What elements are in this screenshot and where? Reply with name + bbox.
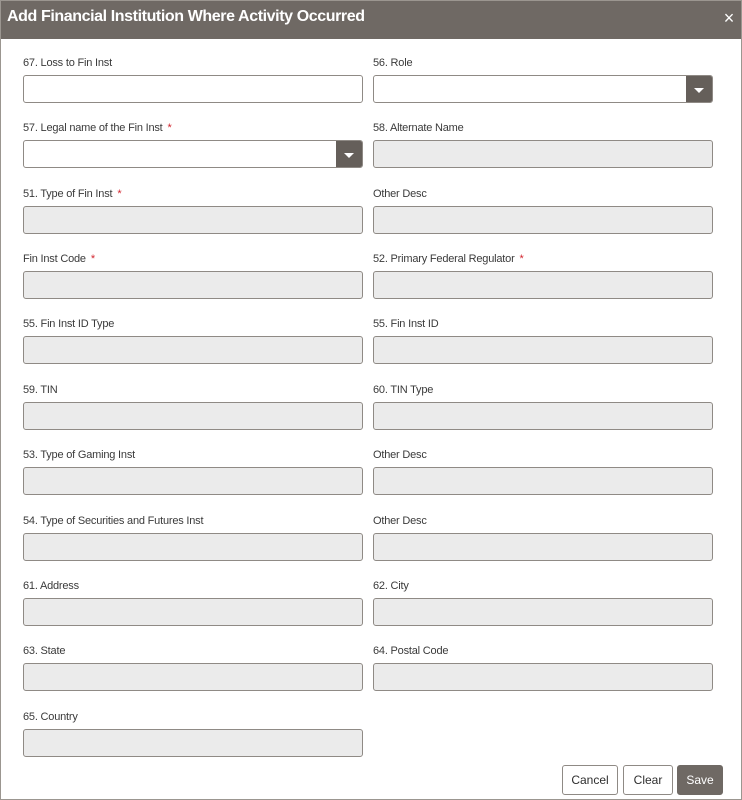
country-label: 65. Country bbox=[23, 711, 78, 723]
save-button[interactable]: Save bbox=[677, 765, 723, 795]
dialog-title: Add Financial Institution Where Activity Occurred bbox=[7, 8, 365, 25]
chevron-down-icon[interactable] bbox=[336, 141, 362, 167]
tin-label: 59. TIN bbox=[23, 384, 58, 396]
tin-type-input bbox=[373, 402, 713, 430]
fin-inst-code-label: Fin Inst Code * bbox=[23, 253, 95, 265]
role-label: 56. Role bbox=[373, 57, 413, 69]
fin-inst-id-type-label: 55. Fin Inst ID Type bbox=[23, 318, 115, 330]
city-label: 62. City bbox=[373, 580, 409, 592]
primary-federal-regulator-input bbox=[373, 271, 713, 299]
postal-code-label: 64. Postal Code bbox=[373, 645, 449, 657]
other-desc-label-3: Other Desc bbox=[373, 515, 427, 527]
role-select[interactable] bbox=[373, 75, 713, 103]
type-of-gaming-inst-input bbox=[23, 467, 363, 495]
other-desc-input-2 bbox=[373, 467, 713, 495]
cancel-button[interactable]: Cancel bbox=[562, 765, 618, 795]
tin-input bbox=[23, 402, 363, 430]
city-input bbox=[373, 598, 713, 626]
required-asterisk: * bbox=[519, 253, 524, 265]
loss-to-fin-inst-input[interactable] bbox=[23, 75, 363, 103]
address-input bbox=[23, 598, 363, 626]
other-desc-input-1 bbox=[373, 206, 713, 234]
legal-name-label: 57. Legal name of the Fin Inst * bbox=[23, 122, 172, 134]
fin-inst-code-input bbox=[23, 271, 363, 299]
loss-to-fin-inst-label: 67. Loss to Fin Inst bbox=[23, 57, 112, 69]
tin-type-label: 60. TIN Type bbox=[373, 384, 434, 396]
alternate-name-label: 58. Alternate Name bbox=[373, 122, 464, 134]
other-desc-label-1: Other Desc bbox=[373, 188, 427, 200]
required-asterisk: * bbox=[117, 188, 122, 200]
other-desc-label-2: Other Desc bbox=[373, 449, 427, 461]
fin-inst-id-type-input bbox=[23, 336, 363, 364]
type-of-securities-label: 54. Type of Securities and Futures Inst bbox=[23, 515, 204, 527]
legal-name-select[interactable] bbox=[23, 140, 363, 168]
close-icon[interactable]: × bbox=[723, 8, 735, 28]
chevron-down-icon[interactable] bbox=[686, 76, 712, 102]
other-desc-input-3 bbox=[373, 533, 713, 561]
state-label: 63. State bbox=[23, 645, 66, 657]
postal-code-input bbox=[373, 663, 713, 691]
type-of-fin-inst-input bbox=[23, 206, 363, 234]
type-of-gaming-inst-label: 53. Type of Gaming Inst bbox=[23, 449, 135, 461]
required-asterisk: * bbox=[90, 253, 95, 265]
clear-button[interactable]: Clear bbox=[623, 765, 673, 795]
dialog-header bbox=[1, 1, 741, 39]
address-label: 61. Address bbox=[23, 580, 79, 592]
fin-inst-id-label: 55. Fin Inst ID bbox=[373, 318, 439, 330]
primary-federal-regulator-label: 52. Primary Federal Regulator * bbox=[373, 253, 524, 265]
fin-inst-id-input bbox=[373, 336, 713, 364]
type-of-securities-input bbox=[23, 533, 363, 561]
state-input bbox=[23, 663, 363, 691]
required-asterisk: * bbox=[167, 122, 172, 134]
type-of-fin-inst-label: 51. Type of Fin Inst * bbox=[23, 188, 122, 200]
country-input bbox=[23, 729, 363, 757]
alternate-name-input bbox=[373, 140, 713, 168]
